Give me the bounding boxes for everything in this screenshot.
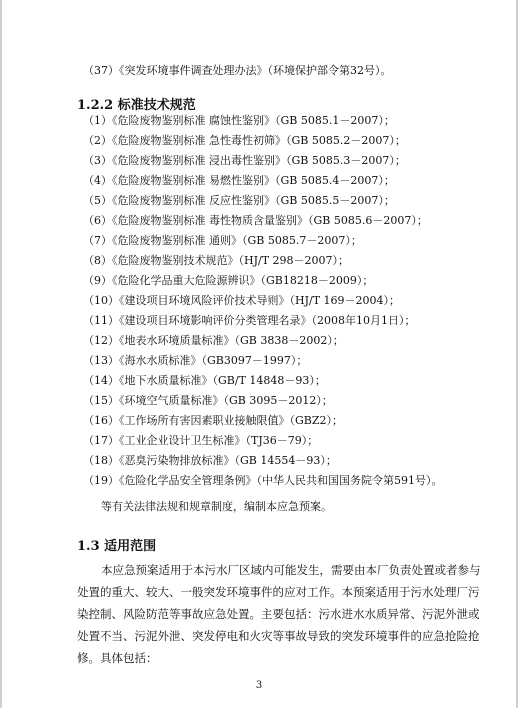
standard-item: （10）《建设项目环境风险评价技术导则》（HJ/T 169－2004）； [83,294,401,307]
standard-item: （19）《危险化学品安全管理条例》（中华人民共和国国务院令第591号）。 [83,474,443,487]
closing-line: 等有关法律法规和规章制度，编制本应急预案。 [101,500,332,513]
paragraph-line: 处置不当、污泥外泄、突发停电和火灾等事故导致的突发环境事件的应急抢险抢 [77,629,480,643]
standard-item: （7）《危险废物鉴别标准 通则》（GB 5085.7－2007）； [83,234,362,247]
reference-37: （37）《突发环境事件调查处理办法》（环境保护部令第32号）。 [83,64,392,77]
section-heading-1-3: 1.3 适用范围 [77,539,157,554]
standard-item: （18）《恶臭污染物排放标准》（GB 14554－93）； [83,454,337,467]
standard-item: （15）《环境空气质量标准》（GB 3095－2012）； [83,394,333,407]
standard-item: （9）《危险化学品重大危险源辨识》（GB18218－2009）； [83,274,374,287]
standard-item: （14）《地下水质量标准》（GB/T 14848－93）； [83,374,326,387]
standard-item: （5）《危险废物鉴别标准 反应性鉴别》（GB 5085.5－2007）； [83,194,395,207]
paragraph-line: 处置的重大、较大、一般突发环境事件的应对工作。本预案适用于污水处理厂污 [77,585,480,599]
standard-item: （11）《建设项目环境影响评价分类管理名录》（2008年10月1日）； [83,314,416,327]
paragraph-line: 染控制、风险防范等事故应急处置。主要包括：污水进水水质异常、污泥外泄或 [77,607,480,621]
paragraph-line: 本应急预案适用于本污水厂区域内可能发生，需要由本厂负责处置或者参与 [101,563,481,577]
paragraph-line: 修。具体包括： [77,651,158,665]
standard-item: （8）《危险废物鉴别技术规范》（HJ/T 298－2007）； [83,254,350,267]
standard-item: （3）《危险废物鉴别标准 浸出毒性鉴别》（GB 5085.3－2007）； [83,154,406,167]
standard-item: （16）《工作场所有害因素职业接触限值》（GBZ2）； [83,414,344,427]
standard-item: （4）《危险废物鉴别标准 易燃性鉴别》（GB 5085.4－2007）； [83,174,395,187]
standard-item: （17）《工业企业设计卫生标准》（TJ36－79）； [83,434,319,447]
standard-item: （12）《地表水环境质量标准》（GB 3838－2002）； [83,334,344,347]
section-heading-1-2-2: 1.2.2 标准技术规范 [77,98,196,113]
left-edge-line [0,0,2,708]
page-number: 3 [255,680,263,691]
standard-item: （1）《危险废物鉴别标准 腐蚀性鉴别》（GB 5085.1－2007）； [83,114,395,127]
standard-item: （2）《危险废物鉴别标准 急性毒性初筛》（GB 5085.2－2007）； [83,134,406,147]
standard-item: （13）《海水水质标准》（GB3097－1997）； [83,354,308,367]
standard-item: （6）《危险废物鉴别标准 毒性物质含量鉴别》（GB 5085.6－2007）； [83,214,428,227]
